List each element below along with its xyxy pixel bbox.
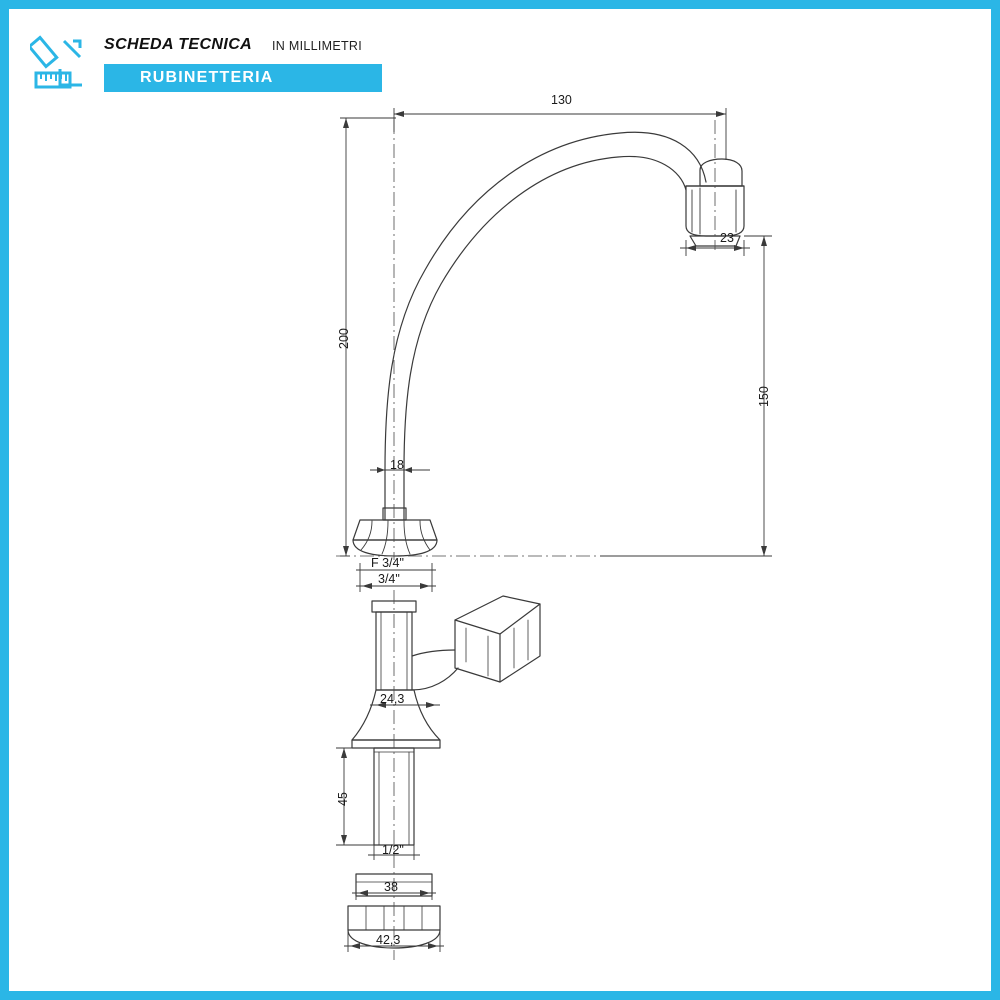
arrow-130-left bbox=[394, 111, 404, 117]
arrow-243-right bbox=[426, 702, 436, 708]
spout-outer-contour bbox=[385, 132, 706, 520]
dim-label-total-height: 200 bbox=[337, 328, 351, 349]
arrow-18-right bbox=[404, 467, 412, 473]
arrow-18-left bbox=[377, 467, 385, 473]
page-subtitle: IN MILLIMETRI bbox=[272, 39, 363, 53]
valve-flange bbox=[352, 740, 440, 748]
dim-label-inlet-thread-female: F 3/4" bbox=[371, 556, 404, 570]
arrow-423-left bbox=[350, 943, 360, 949]
arrow-34-right bbox=[420, 583, 430, 589]
collar-flute-1 bbox=[361, 521, 372, 550]
arrow-200-top bbox=[343, 118, 349, 128]
dim-label-spout-reach: 130 bbox=[551, 93, 572, 107]
dim-label-body-diameter: 24,3 bbox=[380, 692, 405, 706]
dim-label-aerator-diameter: 23 bbox=[720, 231, 734, 245]
handle-facet-top bbox=[455, 604, 540, 634]
aerator-detail-lines bbox=[692, 188, 736, 234]
dim-label-spout-height: 150 bbox=[757, 386, 771, 407]
spout-inner-contour bbox=[404, 156, 686, 520]
dim-label-shank-thread: 1/2" bbox=[382, 843, 404, 857]
dim-label-base-nut-diameter: 42,3 bbox=[376, 933, 401, 947]
collar-flute-2 bbox=[382, 521, 388, 554]
spout-base-stem bbox=[383, 508, 406, 520]
arrow-45-bottom bbox=[341, 835, 347, 845]
spout-collar bbox=[353, 520, 437, 540]
arrow-150-top bbox=[761, 236, 767, 246]
arrow-150-bottom bbox=[761, 546, 767, 556]
arrow-38-left bbox=[358, 890, 368, 896]
arrow-200-bottom bbox=[343, 546, 349, 556]
arrow-23-right bbox=[734, 245, 744, 251]
handle-arm-bottom bbox=[412, 668, 458, 690]
collar-flute-3 bbox=[404, 521, 410, 554]
handle-facet-lines bbox=[466, 620, 528, 676]
dim-label-spout-tube-diameter: 18 bbox=[390, 458, 404, 472]
arrow-23-left bbox=[686, 245, 696, 251]
arrow-423-right bbox=[428, 943, 438, 949]
dim-label-shank-length: 45 bbox=[336, 792, 350, 806]
arrow-34-left bbox=[362, 583, 372, 589]
category-band-label: RUBINETTERIA bbox=[140, 69, 274, 86]
arrow-45-top bbox=[341, 748, 347, 758]
arrow-38-right bbox=[420, 890, 430, 896]
arrow-130-right bbox=[716, 111, 726, 117]
dim-label-inlet-thread: 3/4" bbox=[378, 572, 400, 586]
collar-flute-4 bbox=[420, 521, 430, 550]
handle-outline bbox=[455, 596, 540, 682]
dim-label-washer-diameter: 38 bbox=[384, 880, 398, 894]
handle-arm-top bbox=[412, 650, 455, 656]
page-title: SCHEDA TECNICA bbox=[104, 36, 253, 53]
spout-collar-bottom bbox=[353, 540, 437, 556]
